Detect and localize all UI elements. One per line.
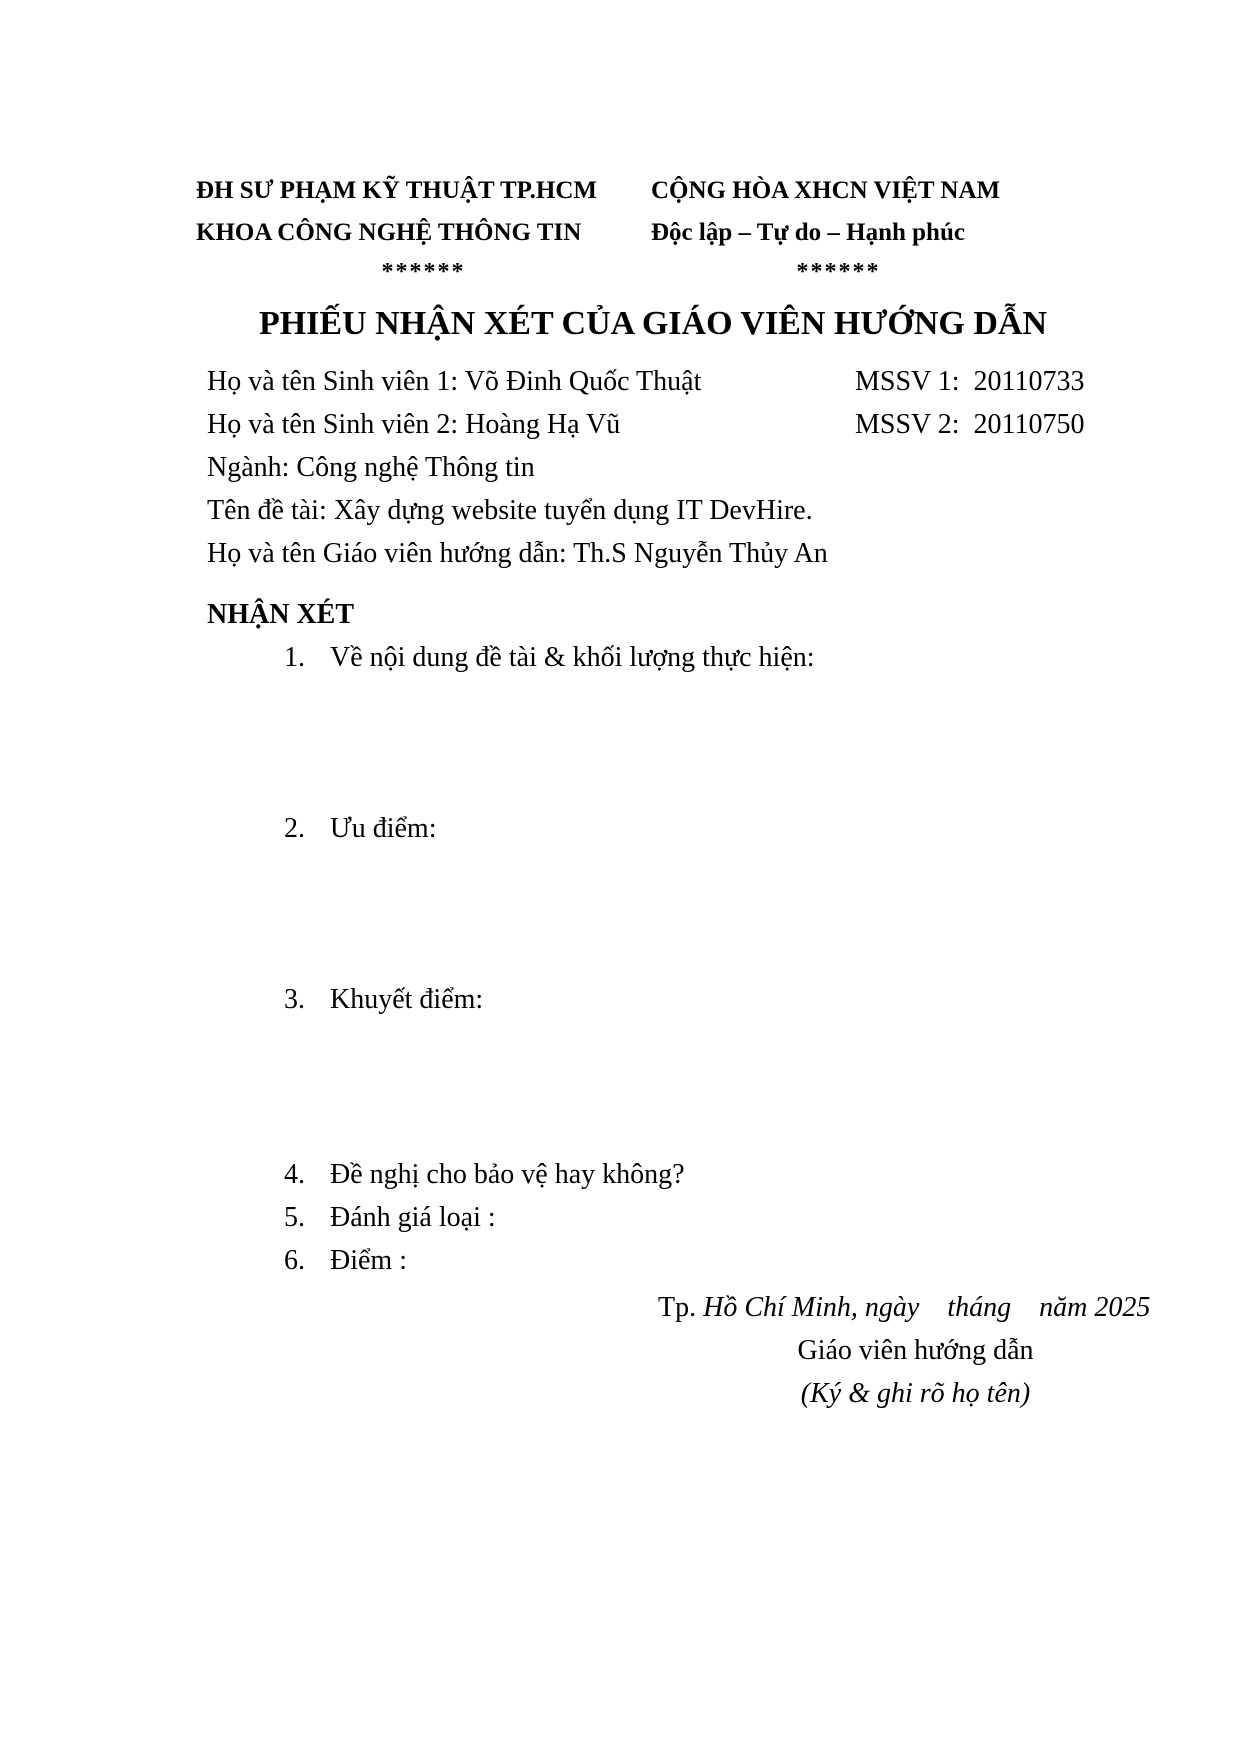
list-item-3-number: 3. bbox=[284, 984, 305, 1015]
list-item-1 bbox=[284, 636, 1110, 679]
list-item-2-number: 2. bbox=[284, 813, 305, 844]
document-header bbox=[196, 170, 1110, 290]
section-heading-nhan-xet: NHẬN XÉT bbox=[207, 599, 355, 630]
student1-mssv-label: MSSV 1: bbox=[855, 366, 960, 397]
list-item-5-number: 5. bbox=[284, 1202, 305, 1233]
list-item-5 bbox=[284, 1196, 1110, 1239]
list-item-3 bbox=[284, 978, 1110, 1021]
list-item-4-text: Đề nghị cho bảo vệ hay không? bbox=[330, 1159, 685, 1190]
info-section bbox=[196, 360, 1110, 636]
signature-block bbox=[658, 1286, 1151, 1415]
list-item-6-text: Điểm : bbox=[330, 1245, 407, 1276]
university-block bbox=[196, 170, 651, 290]
list-item-3-text: Khuyết điểm: bbox=[330, 984, 484, 1015]
republic-block bbox=[651, 170, 1026, 290]
stars-divider-right: ****** bbox=[796, 259, 881, 285]
topic-line: Tên đề tài: Xây dựng website tuyển dụng IT DevHire. bbox=[207, 495, 813, 526]
signature-place-prefix: Tp. bbox=[658, 1292, 704, 1323]
republic-title: CỘNG HÒA XHCN VIỆT NAM bbox=[651, 177, 1001, 204]
list-item-1-text: Về nội dung đề tài & khối lượng thực hiện: bbox=[330, 642, 815, 673]
student1-mssv bbox=[855, 360, 1085, 403]
student1-name-line: Họ và tên Sinh viên 1: Võ Đinh Quốc Thuật bbox=[207, 366, 702, 397]
page-title: PHIẾU NHẬN XÉT CỦA GIÁO VIÊN HƯỚNG DẪN bbox=[258, 305, 1048, 342]
answer-space-2 bbox=[284, 850, 1110, 978]
answer-space-3 bbox=[284, 1021, 1110, 1153]
university-name: ĐH SƯ PHẠM KỸ THUẬT TP.HCM bbox=[196, 177, 597, 204]
comment-items-list bbox=[196, 636, 1110, 1282]
list-item-6 bbox=[284, 1239, 1110, 1282]
signature-role: Giáo viên hướng dẫn bbox=[797, 1335, 1034, 1366]
major-line: Ngành: Công nghệ Thông tin bbox=[207, 452, 535, 483]
student2-mssv bbox=[855, 403, 1085, 446]
list-item-4-number: 4. bbox=[284, 1159, 305, 1190]
student2-row bbox=[207, 403, 1110, 446]
answer-space-1 bbox=[284, 679, 1110, 807]
list-item-6-number: 6. bbox=[284, 1245, 305, 1276]
stars-divider-left: ****** bbox=[381, 259, 466, 285]
student2-mssv-label: MSSV 2: bbox=[855, 409, 960, 440]
signature-date-line bbox=[658, 1286, 1151, 1329]
list-item-5-text: Đánh giá loại : bbox=[330, 1202, 496, 1233]
faculty-name: KHOA CÔNG NGHỆ THÔNG TIN bbox=[196, 219, 582, 246]
student2-mssv-value: 20110750 bbox=[973, 409, 1085, 440]
student2-name-line: Họ và tên Sinh viên 2: Hoàng Hạ Vũ bbox=[207, 409, 621, 440]
signature-note: (Ký & ghi rõ họ tên) bbox=[800, 1378, 1031, 1409]
signature-date-italic: Hồ Chí Minh, ngày tháng năm 2025 bbox=[703, 1292, 1151, 1323]
list-item-4 bbox=[284, 1153, 1110, 1196]
student1-row bbox=[207, 360, 1110, 403]
list-item-2-text: Ưu điểm: bbox=[330, 813, 437, 844]
republic-motto: Độc lập – Tự do – Hạnh phúc bbox=[651, 219, 965, 246]
list-item-2 bbox=[284, 807, 1110, 850]
list-item-1-number: 1. bbox=[284, 642, 305, 673]
student1-mssv-value: 20110733 bbox=[973, 366, 1085, 397]
supervisor-line: Họ và tên Giáo viên hướng dẫn: Th.S Nguyễn Thủy An bbox=[207, 538, 828, 569]
